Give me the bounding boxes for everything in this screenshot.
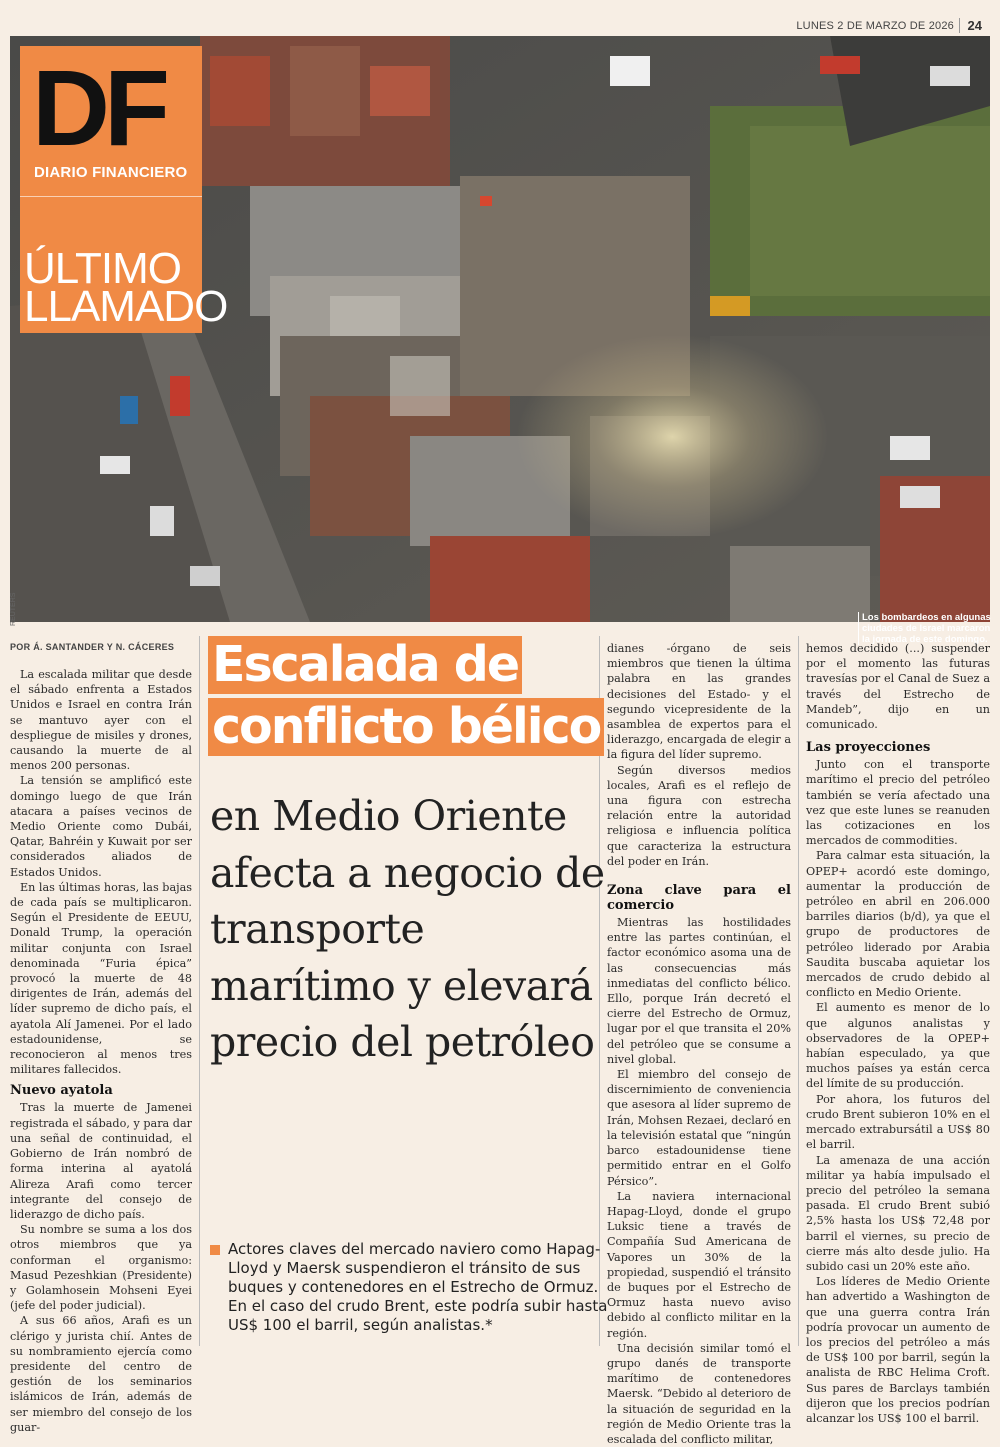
subheading: Zona clave para el comercio (607, 883, 791, 914)
photo-caption: Los bombardeos en algunas ciudades de Israel marcaron la jornada de este domingo. (858, 612, 1000, 645)
logo-mark: DF (32, 47, 164, 168)
byline: POR Á. SANTANDER Y N. CÁCERES (10, 642, 175, 652)
paragraph: La amenaza de una acción militar ya había impulsado el precio del petróleo la semana pasada. El crudo Brent subió 2,5% hasta los US$ 72,48 por barril el viernes, su precio de cierre más alto desde julio. Ha subido casi un 20% este año. (806, 1153, 990, 1273)
paragraph: Junto con el transporte marítimo el precio del petróleo también se vería afectado una vez que este lunes se reanuden las cotizaciones en los mercados de commodities. (806, 758, 990, 848)
paragraph: Por ahora, los futuros del crudo Brent subieron 10% en el mercado extrabursátil a US$ 80 el barril. (806, 1092, 990, 1152)
subheading: Nuevo ayatola (10, 1083, 113, 1099)
paragraph: El aumento es menor de lo que algunos analistas y observadores de la OPEP+ habían especulado, ya que muchos países ya están cerca del límite de su producción. (806, 1001, 990, 1091)
subheading: Las proyecciones (806, 740, 931, 756)
paragraph: A sus 66 años, Arafi es un clérigo y jurista chií. Antes de su nombramiento ejercía como presidente del centro de gestión de los seminarios islámicos de Irán, además de ser miembro del consejo de los guar- (10, 1314, 192, 1434)
article-column-1 (10, 667, 192, 1435)
paragraph: En las últimas horas, las bajas de cada país se multiplicaron. Según el Presidente de EEUU, Donald Trump, la operación militar conjunta con Israel denominada “Furia épica” provocó la muerte de 48 dirigentes de Irán, además del líder supremo de dicho país, el ayatola Alí Jamenei. Por el lado estadounidense, se reconocieron al menos tres militares fallecidos. (10, 880, 192, 1077)
headline-line-1: Escalada de (208, 636, 522, 694)
column-divider (798, 636, 799, 1346)
logo-divider (20, 196, 202, 197)
page-number: 24 (959, 18, 982, 33)
section-label: ÚLTIMO LLAMADO (24, 244, 228, 331)
paragraph: Tras la muerte de Jamenei registrada el sábado, y para dar una señal de continuidad, el Gobierno de Irán nombró de forma interina al ayatolá Alireza Arafi como tercer integrante del consejo de liderazgo de dicho país. (10, 1101, 192, 1221)
paragraph: dianes -órgano de seis miembros que tienen la última palabra en las grandes decisiones del Estado- y el segundo vicepresidente de la asamblea de expertos para el liderazgo, encargada de elegir a la figura del líder supremo. (607, 642, 791, 762)
paragraph: La tensión se amplificó este domingo luego de que Irán atacara a países vecinos de Medio Oriente como Dubái, Qatar, Bahréin y Kuwait por ser considerados aliados de Estados Unidos. (10, 774, 192, 879)
paragraph: Su nombre se suma a los dos otros miembros que ya conforman el organismo: Masud Pezeshkian (Presidente) y Golamhosein Mohseni Eyei (jefe del poder judicial). (10, 1223, 192, 1313)
lede-text: Actores claves del mercado naviero como Hapag-Lloyd y Maersk suspendieron el tránsito de sus buques y contenedores en el Estrecho de Ormuz. En el caso del crudo Brent, este podría subir hasta US$ 100 el barril, según analistas.* (228, 1240, 608, 1334)
headline-line-2: conflicto bélico (208, 698, 604, 756)
column-divider (199, 636, 200, 1346)
paragraph: Los líderes de Medio Oriente han advertido a Washington de que una guerra contra Irán podría provocar un aumento de los precios del petróleo a más de US$ 100 por barril, según la analista de RBC Helima Croft. Sus pares de Barclays también dijeron que los precios podrían alcanzar los US$ 100 el barril. (806, 1275, 990, 1425)
paragraph: hemos decidido (...) suspender por el momento las futuras travesías por el Canal de Suez a través del Estrecho de Mandeb”, dijo en un comunicado. (806, 642, 990, 732)
logo-name: DIARIO FINANCIERO (34, 164, 188, 181)
lede-bullet-icon (210, 1245, 220, 1255)
issue-date: LUNES 2 DE MARZO DE 2026 (796, 20, 954, 32)
headline: en Medio Oriente afecta a negocio de transporte marítimo y elevará precio del petróleo (210, 792, 605, 1066)
article-column-3 (607, 641, 791, 1447)
photo-credit: REUTERS (10, 592, 17, 626)
aerial-photo (10, 36, 991, 645)
page-header (10, 10, 990, 37)
paragraph: La escalada militar que desde el sábado enfrenta a Estados Unidos e Israel en contra Irán se mantuvo ayer con el despliegue de misiles y drones, causando la muerte de al menos 200 personas. (10, 668, 192, 773)
paragraph: Una decisión similar tomó el grupo danés de transporte marítimo de contenedores Maersk. “Debido al deterioro de la situación de seguridad en la región de Medio Oriente tras la escalada del conflicto militar, (607, 1341, 791, 1446)
paragraph: La naviera internacional Hapag-Lloyd, donde el grupo Luksic tiene a través de Compañía Sud Americana de Vapores un 30% de la propiedad, suspendió el tránsito de buques por el Estrecho de Ormuz hasta nuevo aviso debido al conflicto militar en la región. (607, 1189, 791, 1340)
paragraph: Para calmar esta situación, la OPEP+ acordó este domingo, aumentar la producción de petróleo en abril en 206.000 barriles diarios (b/d), ya que el grupo de productores de petróleo liderado por Arabia Saudita buscaba aquietar los mercados de crudo debido al conflicto en Medio Oriente. (806, 849, 990, 1000)
paragraph: El miembro del consejo de discernimiento de conveniencia que asesora al líder supremo de Irán, Mohsen Rezaei, declaró en la televisión estatal que “ningún barco estadounidense tiene permitido entrar en el Golfo Pérsico”. (607, 1068, 791, 1188)
lede (210, 1240, 614, 1335)
paragraph: Según diversos medios locales, Arafi es el reflejo de una figura con estrecha relación entre la autoridad religiosa e influencia política que caracteriza la estructura del poder en Irán. (607, 763, 791, 868)
paragraph: Mientras las hostilidades entre las partes continúan, el factor económico asoma una de las consecuencias más inmediatas del conflicto bélico. Ello, porque Irán decretó el cierre del Estrecho de Ormuz, lugar por el que transita el 20% del petróleo que se consume a nivel global. (607, 916, 791, 1066)
article-column-4 (806, 641, 990, 1426)
df-logo (20, 46, 228, 333)
headline-highlight (208, 636, 604, 760)
